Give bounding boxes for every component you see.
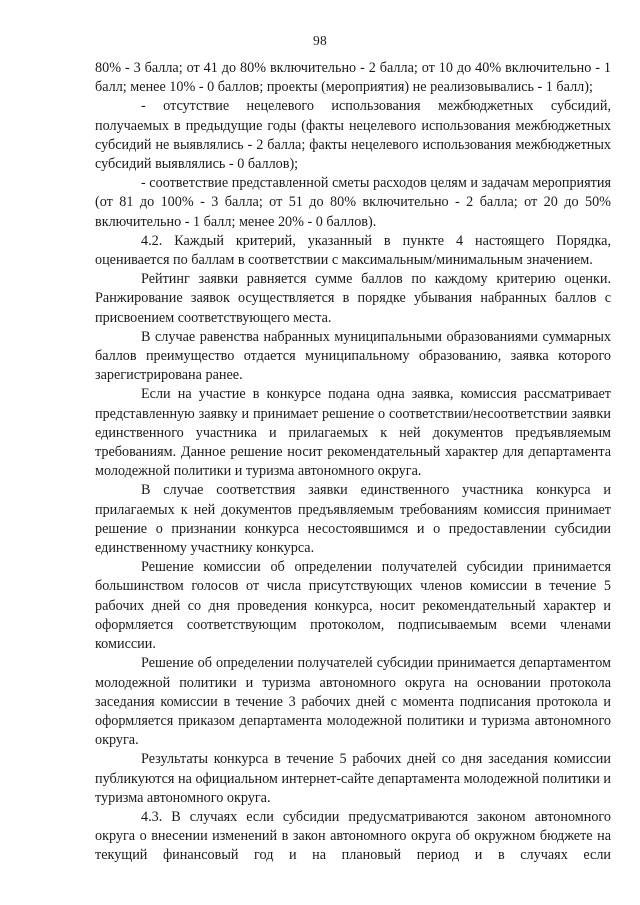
paragraph-equal-scores: В случае равенства набранных муниципальными образованиями суммарных баллов преимущество отдается муниципальному образованию, заявка которого зарегистрирована ранее. — [95, 328, 611, 384]
paragraph-no-misuse-criterion: - отсутствие нецелевого использования межбюджетных субсидий, получаемых в предыдущие годы (факты нецелевого использования межбюджетных субсидий не выявлялись - 2 балла; факты нецелевого использования межбюджетных субсидий выявлялись - 0 баллов); — [95, 98, 611, 173]
paragraph-single-participant-compliance: В случае соответствия заявки единственного участника конкурса и прилагаемых к ней документов предъявляемым требованиям комиссия принимает решение о признании конкурса несостоявшимся и о предоставлении субсидии единственному участнику конкурса. — [95, 482, 611, 557]
paragraph-commission-decision: Решение комиссии об определении получателей субсидии принимается большинством голосов от числа присутствующих членов комиссии в течение 5 рабочих дней со дня проведения конкурса, носит рекомендательный характер и оформляется соответствующим протоколом, подписываемым всеми членами комиссии. — [95, 559, 611, 653]
page-number: 98 — [312, 33, 328, 48]
paragraph-results-publication: Результаты конкурса в течение 5 рабочих дней со дня заседания комиссии публикуются на официальном интернет-сайте департамента молодежной политики и туризма автономного округа. — [95, 751, 611, 806]
paragraph-clause-4-3: 4.3. В случаях если субсидии предусматриваются законом автономного округа о внесении изменений в закон автономного округа об окружном бюджете на текущий финансовый год и на плановый период и в случаях если — [95, 808, 611, 864]
paragraph-rating: Рейтинг заявки равняется сумме баллов по каждому критерию оценки. Ранжирование заявок осуществляется в порядке убывания набранных баллов с присвоением соответствующего места. — [95, 271, 611, 326]
paragraph-department-decision: Решение об определении получателей субсидии принимается департаментом молодежной политики и туризма автономного округа на основании протокола заседания комиссии в течение 3 рабочих дней с момента подписания протокола и оформляется приказом департамента молодежной политики и туризма автономного округа. — [95, 655, 611, 749]
paragraph-single-application: Если на участие в конкурсе подана одна заявка, комиссия рассматривает представленную заявку и принимает решение о соответствии/несоответствии заявки единственного участника и прилагаемых к ней документов предъявляемым требованиям. Данное решение носит рекомендательный характер для департамента молодежной политики и туризма автономного округа. — [95, 386, 611, 480]
paragraph-estimate-criterion: - соответствие представленной сметы расходов целям и задачам мероприятия (от 81 до 100% - 3 балла; от 51 до 80% включительно - 2 балла; от 20 до 50% включительно - 1 балл; менее 20% - 0 баллов). — [95, 175, 611, 230]
paragraph-clause-4-2: 4.2. Каждый критерий, указанный в пункте 4 настоящего Порядка, оценивается по баллам в соответствии с максимальным/минимальным значением. — [95, 232, 611, 269]
paragraph-criteria-continuation: 80% - 3 балла; от 41 до 80% включительно - 2 балла; от 10 до 40% включительно - 1 балл; менее 10% - 0 баллов; проекты (мероприятия) не реализовывались - 1 балл); — [95, 60, 611, 96]
document-body — [95, 59, 611, 866]
